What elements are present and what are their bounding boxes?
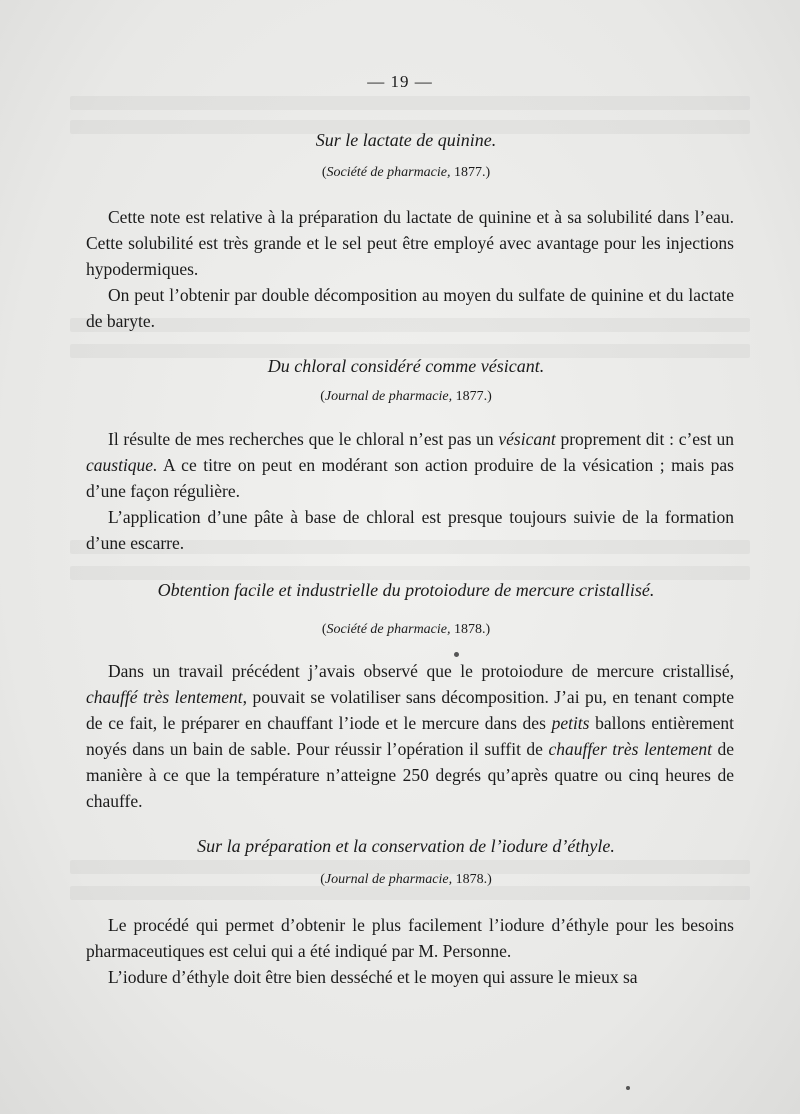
section-title: Obtention facile et industrielle du protoiodure de mercure cristallisé. [157, 580, 655, 600]
show-through [70, 96, 750, 110]
source-year: 1877. [452, 389, 488, 404]
scan-speck [454, 652, 459, 657]
section-source: (Journal de pharmacie, 1878.) [320, 872, 492, 887]
source-publication: Journal de pharmacie, [324, 872, 453, 887]
source-publication: Société de pharmacie, [326, 622, 451, 637]
paragraph: Cette note est relative à la préparation du lactate de quinine et à sa solubilité dans l’eau. Cette solubilité est très grande et le sel peut être employé avec avantage pour les injections hypodermiques. [86, 207, 734, 279]
section-source: (Société de pharmacie, 1878.) [321, 622, 491, 637]
paragraph: L’iodure d’éthyle doit être bien desséché et le moyen qui assure le mieux sa [108, 967, 638, 987]
source-year: 1877. [450, 165, 486, 180]
source-year: 1878. [452, 872, 488, 887]
scan-speck [626, 1086, 630, 1090]
show-through [70, 886, 750, 900]
source-year: 1878. [450, 622, 486, 637]
paragraph: L’application d’une pâte à base de chloral est presque toujours suivie de la formation d’une escarre. [86, 507, 734, 553]
section-title: Sur le lactate de quinine. [315, 130, 497, 150]
show-through [70, 566, 750, 580]
paragraph: On peut l’obtenir par double décomposition au moyen du sulfate de quinine et du lactate de baryte. [86, 285, 734, 331]
paragraph: Dans un travail précédent j’avais observé que le protoiodure de mercure cristallisé, chauffé très lentement, pouvait se volatiliser sans décomposition. J’ai pu, en tenant compte de ce fait, le préparer en chauffant l’iode et le mercure dans des petits ballons entièrement noyés dans un bain de sable. Pour réussir l’opération il suffit de chauffer très lentement de manière à ce que la température n’atteigne 250 degrés qu’après quatre ou cinq heures de chauffe. [86, 661, 734, 811]
source-publication: Société de pharmacie, [326, 165, 451, 180]
section-source: (Société de pharmacie, 1877.) [321, 165, 491, 180]
paragraph: Le procédé qui permet d’obtenir le plus facilement l’iodure d’éthyle pour les besoins pharmaceutiques est celui qui a été indiqué par M. Personne. [86, 915, 734, 961]
section-source: (Journal de pharmacie, 1877.) [320, 389, 492, 404]
paragraph: Il résulte de mes recherches que le chloral n’est pas un vésicant proprement dit : c’est un caustique. A ce titre on peut en modérant son action produire de la vésication ; mais pas d’une façon régulière. [86, 429, 734, 501]
page-number: — 19 — [367, 72, 433, 91]
section-title: Du chloral considéré comme vésicant. [267, 356, 545, 376]
source-publication: Journal de pharmacie, [324, 389, 453, 404]
section-title: Sur la préparation et la conservation de l’iodure d’éthyle. [197, 836, 615, 856]
